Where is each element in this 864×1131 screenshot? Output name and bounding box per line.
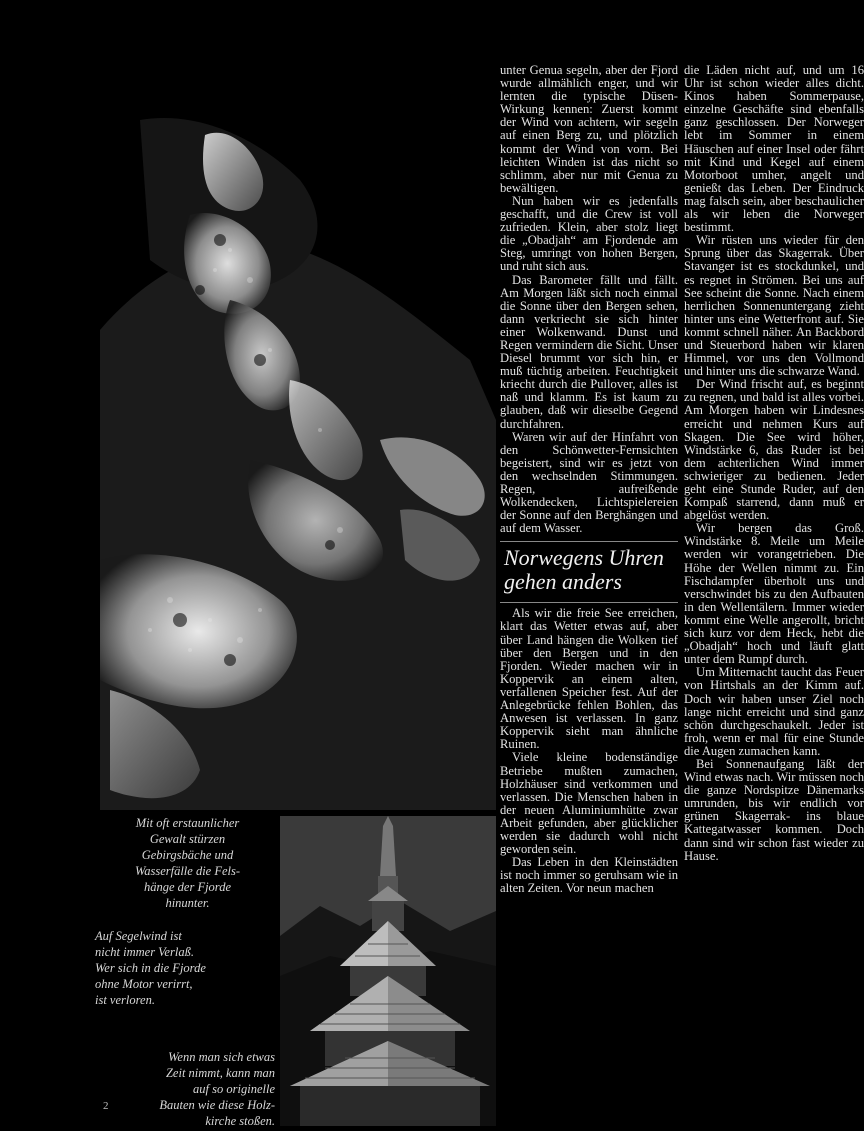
waterfall-photo — [0, 0, 496, 810]
page-mark: 2 — [103, 1100, 109, 1112]
caption-segelwind: Auf Segelwind ist nicht immer Verlaß. Wer sich in die Fjorde ohne Motor verirrt, ist verloren. — [95, 929, 206, 1007]
paragraph: Um Mitternacht taucht das Feuer von Hirtshals an der Kimm auf. Doch wir haben unser Ziel noch lange nicht erreicht und sind ganz schön durchgeschaukelt. Jeder ist froh, wenn er mal für eine Stunde die Augen zumachen kann. — [684, 665, 864, 758]
divider — [500, 602, 678, 603]
paragraph: Das Leben in den Kleinstädten ist noch immer so geruhsam wie in alten Zeiten. Vor neun machen — [500, 855, 678, 896]
paragraph: Als wir die freie See erreichen, klart das Wetter etwas auf, aber über Land hängen die Wolken tief über den Bergen und in den Fjorden. Wieder machen wir in Koppervik an einem alten, verfallenen Speicher fest. Auf der Anlegebrücke fehlen Bohlen, das Anwesen ist verlassen. In ganz Koppervik sieht man ähnliche Ruinen. — [500, 606, 678, 752]
paragraph: Wir bergen das Groß. Windstärke 8. Meile um Meile werden wir vorangetrieben. Die Höhe der Wellen nimmt zu. Ein Fischdampfer überholt uns und verschwindet bis zu den Aufbauten in den Wellentälern. Immer wieder kommt eine Welle angerollt, bricht sich kurz vor dem Heck, hebt die „Obadjah“ hoch und läuft glatt unter dem Rumpf durch. — [684, 521, 864, 667]
paragraph: Nun haben wir es jedenfalls geschafft, und die Crew ist voll zufrieden. Klein, aber stolz liegt die „Obadjah“ am Fjordende am Steg, umringt von hohen Bergen, und ruht sich aus. — [500, 193, 678, 274]
paragraph: Wir rüsten uns wieder für den Sprung über das Skagerrak. Über Stavanger ist es stockdunkel, und es regnet in Strömen. Bei uns auf See scheint die Sonne. Nach einem herrlichen Sonnenuntergang zieht hinter uns eine Wetterfront auf. Sie kommt schnell näher. An Backbord und Steuerbord haben wir klaren Himmel, vor uns den Vollmond und hinter uns die schwarze Wand. — [684, 233, 864, 379]
text-column-1 — [500, 64, 678, 895]
paragraph: Viele kleine bodenständige Betriebe mußten zumachen, Holzhäuser sind verkommen und verlassen. Die Menschen haben in der neuen Aluminiumhütte zwar Arbeit gefunden, aber glücklicher werden sie dadurch wohl nicht geworden sein. — [500, 750, 678, 857]
divider — [500, 541, 678, 542]
paragraph: Der Wind frischt auf, es beginnt zu regnen, und bald ist alles vorbei. Am Morgen haben wir Lindesnes erreicht und nehmen Kurs auf Skagen. Die See wird höher, Windstärke 6, das Ruder ist bei dem achterlichen Wind immer schwieriger zu bedienen. Jeder geht eine Stunde Ruder, auf den Kompaß starrend, dann muß er abgelöst werden. — [684, 377, 864, 523]
stave-church-photo — [280, 816, 496, 1126]
paragraph: Waren wir auf der Hinfahrt von den Schönwetter-Fernsichten begeistert, sind wir es jetzt von den wechselnden Stimmungen. Regen, aufreißende Wolkendecken, Lichtspielereien der Sonne auf den Berghängen und auf dem Wasser. — [500, 429, 678, 536]
caption-waterfalls: Mit oft erstaunlicher Gewalt stürzen Gebirgsbäche und Wasserfälle die Fels- hänge der Fjorde hinunter. — [134, 816, 241, 910]
section-headline: Norwegens Uhren gehen anders — [504, 545, 664, 595]
paragraph: die Läden nicht auf, und um 16 Uhr ist schon wieder alles dicht. Kinos haben Sommerpause, einzelne Geschäfte sind ebenfalls ganz geschlossen. Der Norweger lebt im Sommer in einem Häuschen auf einer Insel oder fährt mit Kind und Kegel auf einem Motorboot umher, angelt und genießt das Leben. Der Eindruck mag falsch sein, aber beschaulicher als wir leben die Norweger bestimmt. — [684, 63, 864, 235]
paragraph: unter Genua segeln, aber der Fjord wurde allmählich enger, und wir lernten die typische Düsen-Wirkung kennen: Zuerst kommt der Wind von achtern, wir segeln auf einen Berg zu, und plötzlich kommt der Wind von vorn. Bei leichten Winden ist das nicht so schlimm, aber nur mit Genua zu bewältigen. — [500, 63, 678, 195]
paragraph: Das Barometer fällt und fällt. Am Morgen läßt sich noch einmal die Sonne über den Bergen sehen, dann verkriecht sie sich hinter einer Wolkenwand. Dunst und Regen vermindern die Sicht. Unser Diesel brummt vor sich hin, er muß tüchtig arbeiten. Feuchtigkeit kriecht durch die Pullover, alles ist naß und klamm. Es ist kaum zu glauben, daß wir dieselbe Gegend durchfahren. — [500, 272, 678, 431]
text-column-2 — [684, 64, 864, 863]
paragraph: Bei Sonnenaufgang läßt der Wind etwas nach. Wir müssen noch die ganze Nordspitze Dänemarks umrunden, bis wir endlich vor grünen Skagerrak- ins blaue Kattegatwasser kommen. Doch dann sind wir schon fast wieder zu Hause. — [684, 756, 864, 863]
caption-church: Wenn man sich etwas Zeit nimmt, kann man auf so originelle Bauten wie diese Holz- kirche stoßen. — [159, 1050, 275, 1128]
